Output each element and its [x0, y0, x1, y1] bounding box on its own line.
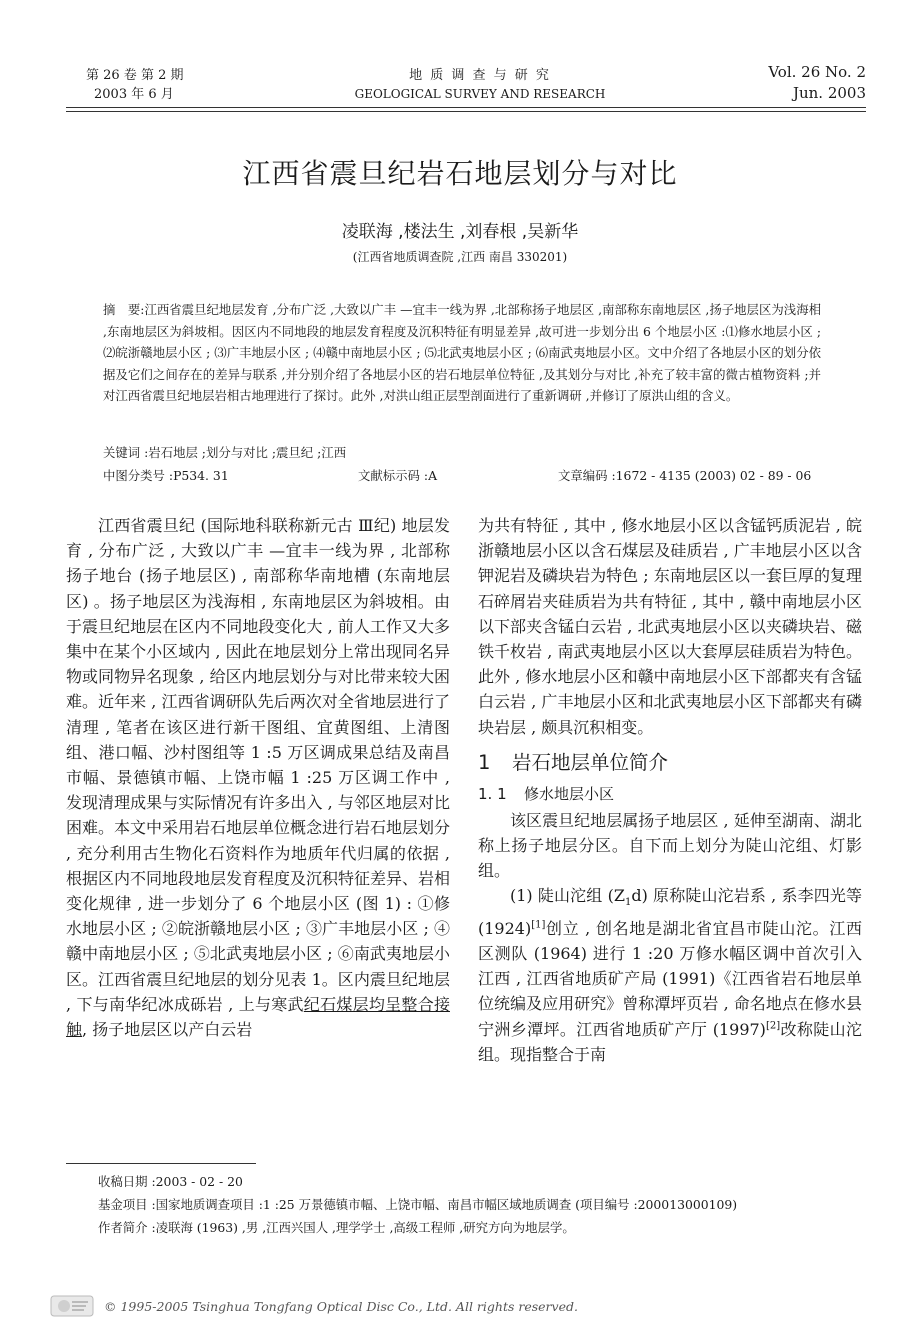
- received-date: 收稿日期 :2003 - 02 - 20: [98, 1174, 243, 1189]
- header-rule-thick: [66, 107, 866, 108]
- reference-2[interactable]: [2]: [765, 1020, 781, 1032]
- publisher-logo-icon: [50, 1293, 94, 1319]
- body-column-left: [66, 513, 450, 1042]
- section-title: 岩石地层单位简介: [512, 750, 669, 774]
- subscript: 1: [624, 897, 632, 909]
- date-cn: 2003 年 6 月: [94, 87, 174, 102]
- abstract-text: :江西省震旦纪地层发育 ,分布广泛 ,大致以广丰 —宜丰一线为界 ,北部称扬子地层区 ,南部称东南地层区 ,扬子地层区为浅海相 ,东南地层区为斜坡相。因区内不同地段的地层发育程度及沉积特征有明显差异 ,故可进一步划分出 6 个地层小区 :⑴修水地层小区 ; ⑵皖浙赣地层小区 ; ⑶广丰地层小区 ; ⑷赣中南地层小区 ; ⑸北武夷地层小区 ; ⑹南武夷地层小区。文中介绍了各地层小区的划分依据及它们之间存在的差异与联系 ,并分别介绍了各地层小区的岩石地层单位特征 ,及其划分与对比 ,补充了较丰富的微古植物资料 ;并对江西省震旦纪地层岩相古地理进行了探讨。此外 ,对洪山组正层型剖面进行了重新调研 ,并修订了原洪山组的含义。: [103, 302, 822, 403]
- footnotes: [98, 1170, 878, 1239]
- subsection-heading: [478, 782, 862, 806]
- section-number: 1: [478, 750, 491, 774]
- author-affiliation: (江西省地质调查院 ,江西 南昌 330201): [352, 250, 568, 264]
- subsection-number: 1. 1: [478, 784, 507, 803]
- body-paragraph: 江西省震旦纪 (国际地科联称新元古 Ⅲ纪) 地层发育 , 分布广泛 , 大致以广丰 —宜丰一线为界 , 北部称扬子地台 (扬子地层区) , 南部称华南地槽 (东南地层区) 。扬子地层区为浅海相 , 东南地层区为斜坡相。由于震旦纪地层在区内不同地段变化大 , 前人工作又大多集中在某个小区域内 , 因此在地层划分上常出现同名异物或同物异名现象 , 给区内地层划分与对比带来较大困难。近年来 , 江西省调研队先后两次对全省地层进行了清理 , 笔者在该区进行新干图组、宜黄图组、上清图组、港口幅、沙村图组等 1 :5 万区调成果总结及南昌市幅、景德镇市幅、上饶市幅 1 :25 万区调工作中 , 发现清理成果与实际情况有许多出入 , 与邻区地层对比困难。本文中采用岩石地层单位概念进行岩石地层划分 , 充分利用古生物化石资料作为地质年代归属的依据 , 根据区内不同地段地层发育程度及沉积特征差异、岩相变化规律 , 进一步划分了 6 个地层小区 (图 1) : ①修水地层小区 ; ②皖浙赣地层小区 ; ③广丰地层小区 ; ④赣中南地层小区 ; ⑤北武夷地层小区 ; ⑥南武夷地层小区。江西省震旦纪地层的划分见表 1。区内震旦纪地层 , 下与南华纪冰成砾岩 , 上与寒武纪石煤层均呈整合接触, 扬子地层区以产白云岩: [66, 516, 451, 1040]
- volume-issue-cn: 第 26 卷 第 2 期: [86, 68, 184, 83]
- body-paragraph: 该区震旦纪地层属扬子地层区 , 延伸至湖南、湖北称上扬子地层分区。自下而上划分为陡山沱组、灯影组。: [478, 810, 862, 881]
- section-heading: [478, 750, 862, 776]
- abstract: [103, 299, 821, 407]
- body-column-right: [478, 513, 862, 1067]
- body-paragraph: 为共有特征 , 其中 , 修水地层小区以含锰钙质泥岩 , 皖浙赣地层小区以含石煤层及硅质岩 , 广丰地层小区以含钾泥岩及磷块岩为特色 ; 东南地层区以一套巨厚的复理石碎屑岩夹硅质岩为共有特征 , 其中 , 赣中南地层小区以下部夹含锰白云岩 , 北武夷地层小区以夹磷块岩、磁铁千枚岩 , 南武夷地层小区以大套厚层硅质岩为特色。此外 , 修水地层小区和赣中南地层小区下部都夹有含锰白云岩 , 广丰地层小区和北武夷地层小区下部都夹有磷块岩层 , 颇具沉积相变。: [478, 516, 862, 737]
- volume-issue-en: Vol. 26 No. 2: [768, 63, 866, 81]
- abstract-label: 摘 要: [103, 302, 141, 317]
- author-bio: 作者简介 :凌联海 (1963) ,男 ,江西兴国人 ,理学学士 ,高级工程师 ,研究方向为地层学。: [98, 1220, 575, 1235]
- journal-volume-issue: [86, 66, 183, 104]
- copyright-notice: © 1995-2005 Tsinghua Tongfang Optical Disc Co., Ltd. All rights reserved.: [104, 1299, 578, 1314]
- journal-name: [300, 66, 660, 104]
- article-number: 文章编码 :1672 - 4135 (2003) 02 - 89 - 06: [558, 468, 812, 483]
- document-code: 文献标示码 :A: [358, 468, 438, 483]
- journal-name-en: GEOLOGICAL SURVEY AND RESEARCH: [354, 87, 606, 101]
- footnote-rule: [66, 1163, 256, 1164]
- keywords: 关键词 :岩石地层 ;划分与对比 ;震旦纪 ;江西: [103, 445, 347, 460]
- header-rule-thin: [66, 111, 866, 112]
- journal-volume-issue-en: [720, 62, 866, 104]
- fund-project: 基金项目 :国家地质调查项目 :1 :25 万景德镇市幅、上饶市幅、南昌市幅区域地质调查 (项目编号 :200013000109): [98, 1197, 738, 1212]
- reference-1[interactable]: [1]: [531, 919, 546, 931]
- body-paragraph: (1) 陡山沱组 $(Z_1d)$ 原称陡山沱岩系 , 系李四光等 (1924)[1]创立 , 创名地是湖北省宜昌市陡山沱。江西区测队 (1964) 进行 1 :20 万修水幅区调中首次引入江西 , 江西省地质矿产局 (1991)《江西省岩石地层单位统编及应用研究》曾称潭坪页岩 , 命名地点在修水县宁洲乡潭坪。江西省地质矿产厅 (1997)[2]改称陡山沱组。现指整合于南: [478, 886, 862, 1064]
- date-en: Jun. 2003: [792, 84, 866, 102]
- article-title: 江西省震旦纪岩石地层划分与对比: [242, 157, 678, 190]
- subsection-title: 修水地层小区: [524, 784, 615, 803]
- clc-number: 中图分类号 :P534. 31: [103, 468, 229, 483]
- article-authors: 凌联海 ,楼法生 ,刘春根 ,吴新华: [341, 222, 579, 242]
- underlined-text: 纪石煤层均呈整合接触: [66, 994, 450, 1040]
- journal-name-cn: 地 质 调 查 与 研 究: [409, 68, 551, 83]
